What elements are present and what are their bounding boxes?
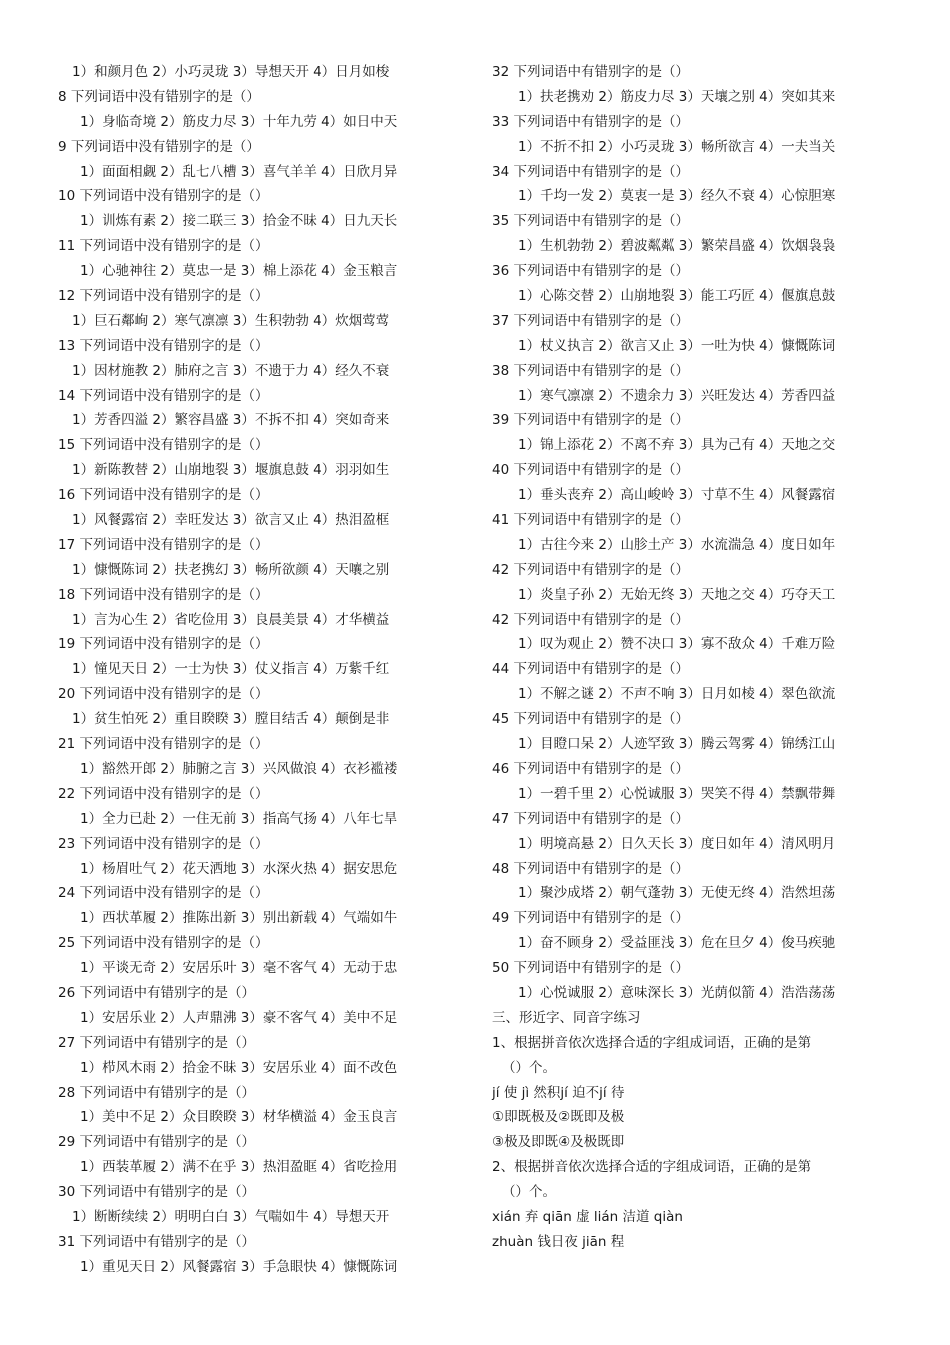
question-line: 38 下列词语中有错别字的是（） [492,362,689,379]
question-line: 29 下列词语中有错别字的是（） [58,1134,255,1151]
question-line: 19 下列词语中没有错别字的是（） [58,636,269,653]
options-line: 1）新陈教替 2）山崩地裂 3）堰旗息鼓 4）羽羽如生 [72,462,390,479]
question-line: 10 下列词语中没有错别字的是（） [58,188,269,205]
text-line: 三、形近字、同音字练习 [492,1009,641,1026]
text-line: ①即既极及②既即及极 [492,1109,625,1126]
options-line: 1）叹为观止 2）赞不决口 3）寡不敌众 4）千难万险 [518,636,836,653]
question-line: 27 下列词语中有错别字的是（） [58,1034,255,1051]
question-line: 35 下列词语中有错别字的是（） [492,213,689,230]
options-line: 1）不折不扣 2）小巧灵珑 3）畅所欲言 4）一夫当关 [518,138,836,155]
options-line: 1）巨石鄰峋 2）寒气凛凛 3）生积勃勃 4）炊烟莺莺 [72,312,390,329]
question-line: 34 下列词语中有错别字的是（） [492,163,689,180]
question-line: 14 下列词语中没有错别字的是（） [58,387,269,404]
options-line: 1）言为心生 2）省吃俭用 3）良晨美景 4）才华横益 [72,611,390,628]
options-line: 1）慷慨陈词 2）扶老携幻 3）畅所欲颜 4）天嚷之别 [72,561,390,578]
options-line: 1）断断续续 2）明明白白 3）气喘如牛 4）导想天开 [72,1208,390,1225]
options-line: 1）平谈无奇 2）安居乐叶 3）毫不客气 4）无动于忠 [80,960,398,977]
question-line: 21 下列词语中没有错别字的是（） [58,736,269,753]
question-line: 32 下列词语中有错别字的是（） [492,64,689,80]
left-column [58,60,458,1280]
options-line: 1）面面相觑 2）乱七八槽 3）喜气羊羊 4）日欣月异 [80,163,398,180]
question-line: 18 下列词语中没有错别字的是（） [58,586,269,603]
options-line: 1）不解之谜 2）不声不响 3）日月如棱 4）翠色欲流 [518,686,836,703]
question-line: 49 下列词语中有错别字的是（） [492,910,689,927]
question-line: 33 下列词语中有错别字的是（） [492,113,689,130]
options-line: 1）炎皇子孙 2）无始无终 3）天地之交 4）巧夺天工 [518,586,836,603]
options-line: 1）杖义执言 2）欲言又止 3）一吐为快 4）慷慨陈词 [518,337,836,354]
question-line: 12 下列词语中没有错别字的是（） [58,288,269,305]
options-line: 1）西状革履 2）推陈出新 3）别出新载 4）气端如牛 [80,910,398,927]
question-line: 48 下列词语中有错别字的是（） [492,860,689,877]
options-line: 1）重见天日 2）风餐露宿 3）手急眼快 4）慷慨陈词 [80,1258,398,1275]
options-line: 1）安居乐业 2）人声鼎沸 3）豪不客气 4）美中不足 [80,1009,398,1026]
options-line: 1）生机勃勃 2）碧波粼粼 3）繁荣昌盛 4）饮烟袅袅 [518,238,836,255]
options-line: 1）憧见天日 2）一士为快 3）仗义指言 4）万紫千红 [72,661,390,678]
question-line: 42 下列词语中有错别字的是（） [492,561,689,578]
options-line: 1）锦上添花 2）不离不弃 3）具为己有 4）天地之交 [518,437,836,454]
question-line: 11 下列词语中没有错别字的是（） [58,238,269,255]
options-line: 1）心驰神往 2）莫忠一是 3）棉上添花 4）金玉粮言 [80,263,398,280]
question-line: 47 下列词语中有错别字的是（） [492,810,689,827]
question-line: 25 下列词语中没有错别字的是（） [58,935,269,952]
question-line: 26 下列词语中有错别字的是（） [58,984,255,1001]
right-column [492,60,902,1255]
options-line: 1）一碧千里 2）心悦诚服 3）哭笑不得 4）禁飘带舞 [518,785,836,802]
question-line: 39 下列词语中有错别字的是（） [492,412,689,429]
options-line: 1）身临奇境 2）筋皮力尽 3）十年九劳 4）如日中天 [80,113,398,130]
text-line: xián 弃 qiān 虚 lián 洁道 qiàn [492,1208,683,1225]
options-line: 1）栉风木雨 2）拾金不昧 3）安居乐业 4）面不改色 [80,1059,398,1076]
question-line: 15 下列词语中没有错别字的是（） [58,437,269,454]
options-line: 1）因材施教 2）肺府之言 3）不遗于力 4）经久不衰 [72,362,390,379]
options-line: 1）全力已赴 2）一住无前 3）指高气扬 4）八年七旱 [80,810,398,827]
question-line: 41 下列词语中有错别字的是（） [492,512,689,529]
question-line: 28 下列词语中有错别字的是（） [58,1084,255,1101]
options-line: 1）和颜月色 2）小巧灵珑 3）导想天开 4）日月如梭 [72,64,390,80]
options-line: 1）训炼有素 2）接二联三 3）拾金不昧 4）日九天长 [80,213,398,230]
options-line: 1）美中不足 2）众目睽睽 3）材华横溢 4）金玉良言 [80,1109,398,1126]
text-line: 2、根据拼音依次选择合适的字组成词语，正确的是第 [492,1159,812,1176]
options-line: 1）豁然开郎 2）肺腑之言 3）兴风做浪 4）衣衫褴褛 [80,760,398,777]
question-line: 42 下列词语中有错别字的是（） [492,611,689,628]
question-line: 50 下列词语中有错别字的是（） [492,960,689,977]
options-line: 1）目瞪口呆 2）人迹罕致 3）腾云驾雾 4）锦绣江山 [518,736,836,753]
question-line: 20 下列词语中没有错别字的是（） [58,686,269,703]
question-line: 17 下列词语中没有错别字的是（） [58,536,269,553]
question-line: 45 下列词语中有错别字的是（） [492,711,689,728]
question-line: 46 下列词语中有错别字的是（） [492,760,689,777]
options-line: 1）心陈交替 2）山崩地裂 3）能工巧匠 4）偃旗息鼓 [518,288,836,305]
text-line: jí 使 jì 然积jí 迫不jí 待 [492,1084,625,1101]
options-line: 1）垂头丧弃 2）高山峻岭 3）寸草不生 4）风餐露宿 [518,487,836,504]
question-line: 13 下列词语中没有错别字的是（） [58,337,269,354]
question-line: 16 下列词语中没有错别字的是（） [58,487,269,504]
options-line: 1）西装革履 2）满不在乎 3）热泪盈眶 4）省吃捡用 [80,1159,398,1176]
options-line: 1）奋不顾身 2）受益匪浅 3）危在旦夕 4）俊马疾驰 [518,935,836,952]
question-line: 23 下列词语中没有错别字的是（） [58,835,269,852]
options-line: 1）聚沙成塔 2）朝气蓬勃 3）无使无终 4）浩然坦荡 [518,885,836,902]
question-line: 22 下列词语中没有错别字的是（） [58,785,269,802]
question-line: 36 下列词语中有错别字的是（） [492,263,689,280]
text-line: 1、根据拼音依次选择合适的字组成词语，正确的是第 [492,1034,812,1051]
text-line: ③极及即既④及极既即 [492,1134,625,1151]
question-line: 37 下列词语中有错别字的是（） [492,312,689,329]
options-line: 1）扶老携劝 2）筋皮力尽 3）天壤之别 4）突如其来 [518,88,836,105]
options-line: 1）心悦诚服 2）意味深长 3）光荫似箭 4）浩浩荡荡 [518,984,836,1001]
options-line: 1）明境高悬 2）日久天长 3）度日如年 4）清风明月 [518,835,836,852]
options-line: 1）寒气凛凛 2）不遗余力 3）兴旺发达 4）芳香四益 [518,387,836,404]
question-line: 30 下列词语中有错别字的是（） [58,1184,255,1201]
question-line: 44 下列词语中有错别字的是（） [492,661,689,678]
question-line: 31 下列词语中有错别字的是（） [58,1233,255,1250]
options-line: 1）风餐露宿 2）幸旺发达 3）欲言又止 4）热泪盈框 [72,512,390,529]
options-line: 1）贫生怕死 2）重目睽睽 3）膛目结舌 4）颠倒是非 [72,711,390,728]
options-line: 1）杨眉吐气 2）花天洒地 3）水深火热 4）据安思危 [80,860,398,877]
options-line: 1）千均一发 2）莫衷一是 3）经久不衰 4）心惊胆寒 [518,188,836,205]
question-line: 24 下列词语中没有错别字的是（） [58,885,269,902]
options-line: 1）古往今来 2）山胗土产 3）水流湍急 4）度日如年 [518,536,836,553]
question-line: 8 下列词语中没有错别字的是（） [58,88,260,105]
question-line: 40 下列词语中有错别字的是（） [492,462,689,479]
text-line: zhuàn 钱日夜 jiān 程 [492,1233,625,1250]
text-line: （）个。 [502,1059,556,1076]
question-line: 9 下列词语中没有错别字的是（） [58,138,260,155]
options-line: 1）芳香四溢 2）繁容昌盛 3）不拆不扣 4）突如奇来 [72,412,390,429]
text-line: （）个。 [502,1184,556,1201]
